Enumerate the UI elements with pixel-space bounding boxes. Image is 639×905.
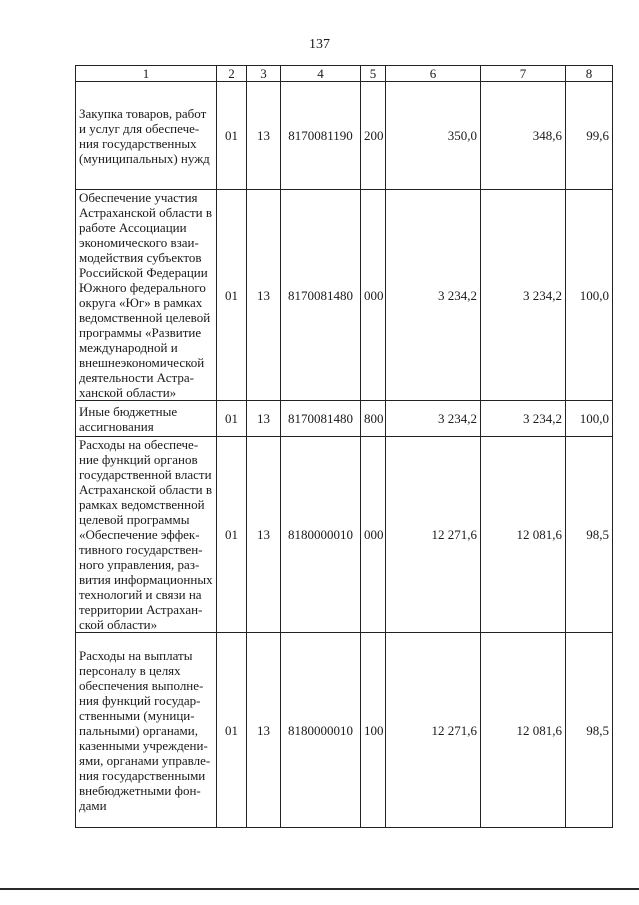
row-description [76, 633, 217, 828]
header-col-4: 4 [281, 66, 361, 82]
cell-percent: 99,6 [566, 82, 613, 190]
table-row [76, 401, 613, 437]
cell-percent: 98,5 [566, 633, 613, 828]
cell-expense-type: 000 [361, 437, 386, 633]
cell-executed: 12 081,6 [481, 633, 566, 828]
desc-line: государственной власти [79, 467, 212, 482]
table-row [76, 82, 613, 190]
cell-expense-type: 000 [361, 190, 386, 401]
desc-line: территории Астрахан- [79, 602, 203, 617]
desc-line: ханской области» [79, 385, 177, 400]
desc-line: работе Ассоциации [79, 220, 187, 235]
header-col-7: 7 [481, 66, 566, 82]
cell-executed: 348,6 [481, 82, 566, 190]
cell-percent: 98,5 [566, 437, 613, 633]
desc-line: пальными) органами, [79, 722, 198, 738]
desc-line: экономического взаи- [79, 235, 199, 250]
desc-line: Астраханской области в [79, 205, 212, 220]
desc-line: «Обеспечение эффек- [79, 527, 200, 542]
desc-line: ями, органами управле- [79, 752, 211, 768]
header-col-5: 5 [361, 66, 386, 82]
cell-percent: 100,0 [566, 190, 613, 401]
cell-expense-type: 100 [361, 633, 386, 828]
row-description [76, 437, 217, 633]
desc-line: ведомственной целевой [79, 310, 211, 325]
desc-line: ние функций органов [79, 452, 198, 467]
header-row [76, 66, 613, 82]
header-col-1: 1 [76, 66, 217, 82]
cell-section: 01 [217, 633, 247, 828]
cell-section: 01 [217, 82, 247, 190]
row-description [76, 401, 217, 437]
cell-planned: 350,0 [386, 82, 481, 190]
desc-line: обеспечения выполне- [79, 677, 204, 693]
row-description [76, 190, 217, 401]
table-row [76, 633, 613, 828]
row-description [76, 82, 217, 190]
desc-line: Российской Федерации [79, 265, 208, 280]
cell-subsection: 13 [247, 82, 281, 190]
cell-target-article: 8170081190 [281, 82, 361, 190]
desc-line: деятельности Астра- [79, 370, 194, 385]
cell-expense-type: 800 [361, 401, 386, 437]
cell-subsection: 13 [247, 633, 281, 828]
desc-line: Закупка товаров, работ [79, 105, 207, 121]
cell-planned: 12 271,6 [386, 437, 481, 633]
desc-line: технологий и связи на [79, 587, 202, 602]
cell-expense-type: 200 [361, 82, 386, 190]
desc-line: тивного государствен- [79, 542, 203, 557]
desc-line: внешнеэкономической [79, 355, 205, 370]
page-number: 137 [309, 37, 330, 52]
desc-line: рамках ведомственной [79, 497, 205, 512]
cell-planned: 3 234,2 [386, 401, 481, 437]
cell-target-article: 8170081480 [281, 401, 361, 437]
cell-executed: 3 234,2 [481, 401, 566, 437]
desc-line: казенными учреждени- [79, 737, 208, 753]
header-col-8: 8 [566, 66, 613, 82]
cell-subsection: 13 [247, 401, 281, 437]
header-col-3: 3 [247, 66, 281, 82]
cell-section: 01 [217, 401, 247, 437]
bottom-divider [0, 888, 639, 890]
desc-line: округа «Юг» в рамках [79, 295, 203, 310]
cell-subsection: 13 [247, 437, 281, 633]
desc-line: Расходы на выплаты [79, 647, 193, 663]
desc-line: (муниципальных) нужд [79, 150, 210, 166]
table-row [76, 437, 613, 633]
desc-line: дами [79, 797, 107, 813]
table-row [76, 190, 613, 401]
desc-line: целевой программы [79, 512, 190, 527]
desc-line: модействия субъектов [79, 250, 202, 265]
cell-executed: 3 234,2 [481, 190, 566, 401]
desc-line: внебюджетными фон- [79, 782, 201, 798]
desc-line: Астраханской области в [79, 482, 212, 497]
desc-line: вития информационных [79, 572, 213, 587]
cell-executed: 12 081,6 [481, 437, 566, 633]
cell-section: 01 [217, 437, 247, 633]
cell-target-article: 8180000010 [281, 437, 361, 633]
cell-target-article: 8180000010 [281, 633, 361, 828]
desc-line: Обеспечение участия [79, 190, 198, 205]
desc-line: ного управления, раз- [79, 557, 200, 572]
desc-line: ской области» [79, 617, 158, 632]
cell-planned: 12 271,6 [386, 633, 481, 828]
desc-line: программы «Развитие [79, 325, 202, 340]
desc-line: ассигнования [79, 418, 154, 434]
desc-line: ственными (муници- [79, 707, 195, 723]
budget-table [75, 65, 613, 828]
desc-line: ния функций государ- [79, 692, 201, 708]
desc-line: и услуг для обеспече- [79, 120, 200, 136]
desc-line: Южного федерального [79, 280, 206, 295]
desc-line: персоналу в целях [79, 662, 181, 678]
cell-planned: 3 234,2 [386, 190, 481, 401]
desc-line: Иные бюджетные [79, 403, 178, 419]
desc-line: международной и [79, 340, 178, 355]
header-col-2: 2 [217, 66, 247, 82]
desc-line: ния государственных [79, 135, 197, 151]
cell-section: 01 [217, 190, 247, 401]
cell-target-article: 8170081480 [281, 190, 361, 401]
desc-line: ния государственными [79, 767, 206, 783]
desc-line: Расходы на обеспече- [79, 437, 199, 452]
cell-percent: 100,0 [566, 401, 613, 437]
header-col-6: 6 [386, 66, 481, 82]
cell-subsection: 13 [247, 190, 281, 401]
